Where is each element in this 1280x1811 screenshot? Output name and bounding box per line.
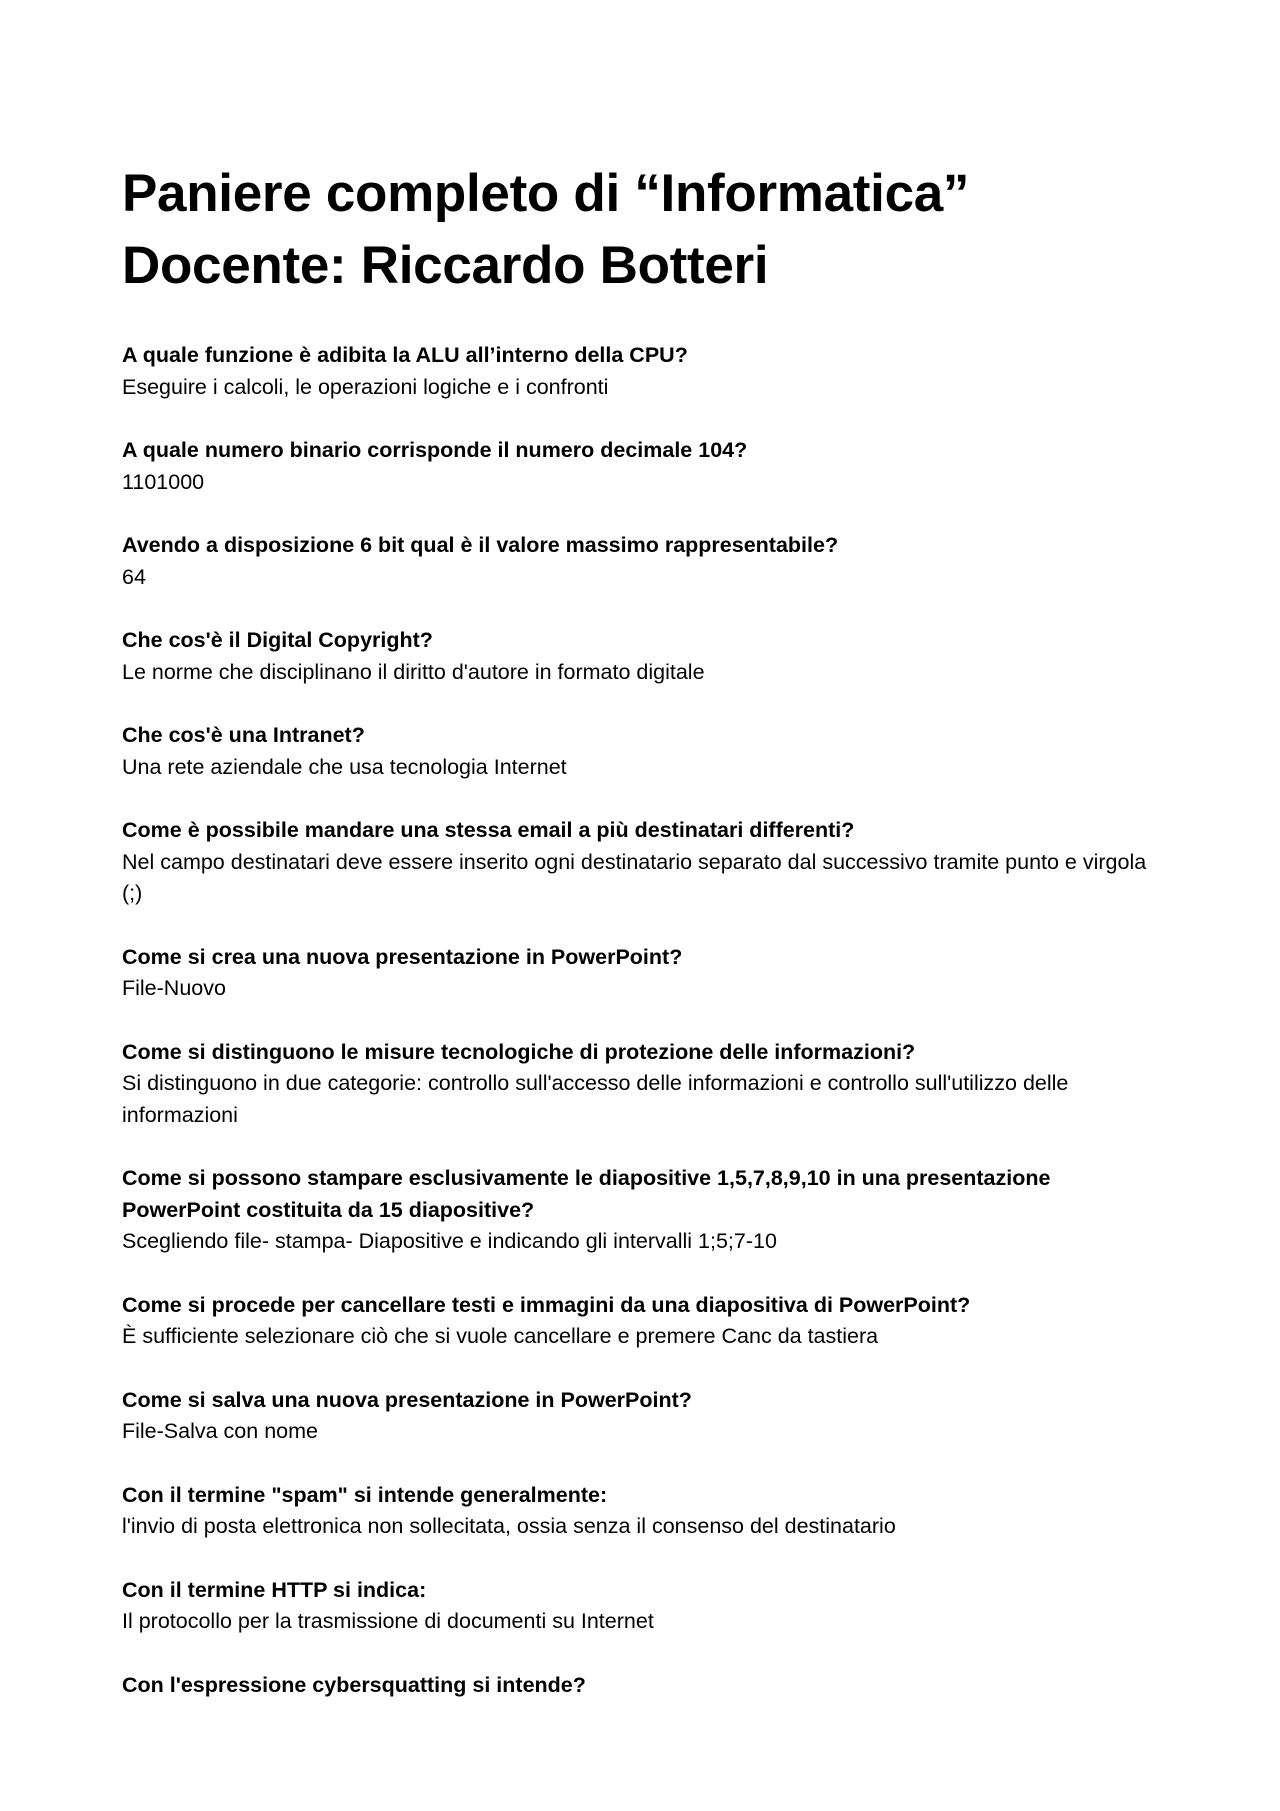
title-line-1: Paniere completo di “Informatica” [122,164,970,223]
document-page [122,158,1172,1733]
question-text: Come si salva una nuova presentazione in PowerPoint? [122,1387,692,1412]
page-title [122,158,1172,302]
list-item [122,340,1172,403]
answer-text: File-Nuovo [122,976,226,1000]
question-text: Come si crea una nuova presentazione in PowerPoint? [122,944,683,969]
question-text: Come si distinguono le misure tecnologiche di protezione delle informazioni? [122,1039,916,1064]
question-text: A quale numero binario corrisponde il numero decimale 104? [122,438,748,462]
list-item [122,1037,1172,1132]
list-item [122,1575,1172,1638]
question-text: Con il termine HTTP si indica: [122,1577,427,1602]
list-item [122,530,1172,593]
list-item [122,1480,1172,1543]
answer-text: l'invio di posta elettronica non sollecitata, ossia senza il consenso del destinatario [122,1514,896,1538]
list-item [122,625,1172,688]
list-item [122,1290,1172,1353]
question-text: Con l'espressione cybersquatting si intende? [122,1672,586,1697]
question-text: Come si possono stampare esclusivamente le diapositive 1,5,7,8,9,10 in una presentazione PowerPoint costituita da 15 diapositive? [122,1166,1051,1222]
question-answer-list [122,340,1172,1701]
list-item [122,1163,1172,1258]
answer-text: Scegliendo file- stampa- Diapositive e indicando gli intervalli 1;5;7-10 [122,1229,777,1253]
list-item [122,720,1172,783]
answer-text: File-Salva con nome [122,1419,318,1443]
question-text: A quale funzione è adibita la ALU all’interno della CPU? [122,343,688,367]
question-text: Avendo a disposizione 6 bit qual è il valore massimo rappresentabile? [122,533,839,557]
list-item [122,1385,1172,1448]
answer-text: È sufficiente selezionare ciò che si vuole cancellare e premere Canc da tastiera [122,1324,879,1348]
list-item [122,1670,1172,1702]
answer-text: Una rete aziendale che usa tecnologia Internet [122,754,567,779]
question-text: Che cos'è una Intranet? [122,723,365,747]
answer-text: 1101000 [122,469,205,494]
answer-text: Il protocollo per la trasmissione di documenti su Internet [122,1609,654,1633]
question-text: Come si procede per cancellare testi e immagini da una diapositiva di PowerPoint? [122,1292,971,1317]
answer-text: Nel campo destinatari deve essere inserito ogni destinatario separato dal successivo tramite punto e virgola (;) [122,849,1147,905]
answer-text: 64 [122,564,146,589]
question-text: Che cos'è il Digital Copyright? [122,628,433,652]
list-item [122,815,1172,910]
list-item [122,942,1172,1005]
answer-text: Si distinguono in due categorie: controllo sull'accesso delle informazioni e controllo sull'utilizzo delle informazioni [122,1071,1069,1127]
answer-text: Eseguire i calcoli, le operazioni logiche e i confronti [122,374,609,399]
title-line-2: Docente: Riccardo Botteri [122,236,769,295]
list-item [122,435,1172,498]
question-text: Con il termine "spam" si intende generalmente: [122,1482,608,1507]
answer-text: Le norme che disciplinano il diritto d'autore in formato digitale [122,659,705,684]
question-text: Come è possibile mandare una stessa email a più destinatari differenti? [122,818,855,842]
